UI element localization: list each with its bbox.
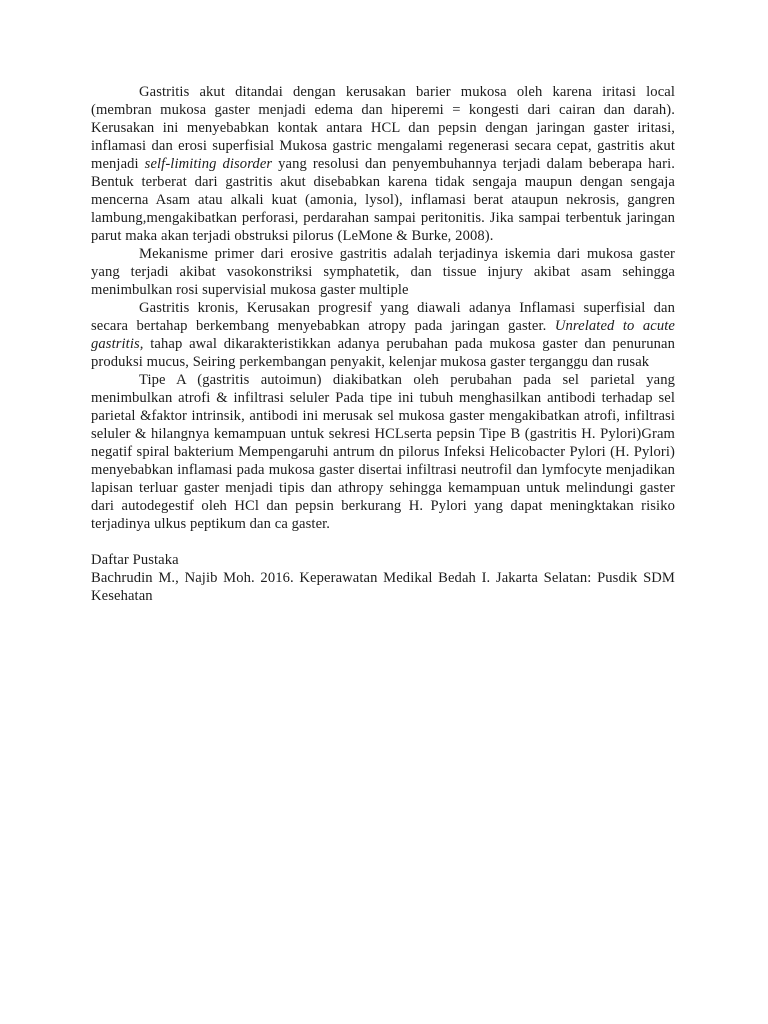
paragraph-text: yang resolusi dan penyembuhannya terjadi dalam beberapa hari. Bentuk terberat dari gastritis akut disebabkan karena tidak sengaja maupun dengan sengaja mencerna Asam atau alkali kuat (amonia, lysol), inflamasi berat ataupun nekrosis, gangren lambung,mengakibatkan perforasi, perdarahan sampai peritonitis. Jika sampai terbentuk jaringan parut maka akan terjadi obstruksi pilorus (LeMone & Burke, 2008). xyxy=(91,156,675,244)
document-page xyxy=(91,83,675,605)
paragraph-gastritis-kronis xyxy=(91,299,675,371)
paragraph-text: Mekanisme primer dari erosive gastritis adalah terjadinya iskemia dari mukosa gaster yang terjadi akibat vasokonstriksi symphatetik, dan tissue injury akibat asam sehingga menimbulkan rosi supervisial mukosa gaster multiple xyxy=(91,246,675,298)
italic-term: self-limiting disorder xyxy=(144,156,273,172)
paragraph-text: Tipe A (gastritis autoimun) diakibatkan oleh perubahan pada sel parietal yang menimbulkan atrofi & infiltrasi seluler Pada tipe ini tubuh menghasilkan antibodi terhadap sel parietal &faktor intrinsik, antibodi ini merusak sel mukosa gaster mengakibatkan atrofi, infiltrasi seluler & hilangnya kemampuan untuk sekresi HCLserta pepsin Tipe B (gastritis H. Pylori)Gram negatif spiral bakterium Mempengaruhi antrum dn pilorus Infeksi Helicobacter Pylori (H. Pylori) menyebabkan inflamasi pada mukosa gaster disertai infiltrasi neutrofil dan lymfocyte menjadikan lapisan terluar gaster menjadi tipis dan athropy sehingga kemampuan untuk melindungi gaster dari autodegestif oleh HCl dan pepsin berkurang H. Pylori yang dapat meningktakan risiko terjadinya ulkus peptikum dan ca gaster. xyxy=(91,372,675,532)
reference-item: Bachrudin M., Najib Moh. 2016. Keperawatan Medikal Bedah I. Jakarta Selatan: Pusdik SDM Kesehatan xyxy=(91,570,675,604)
italic-term: Unrelated to acute gastritis, xyxy=(91,318,675,352)
paragraph-text: tahap awal dikarakteristikkan adanya perubahan pada mukosa gaster dan penurunan produksi mucus, Seiring perkembangan penyakit, kelenjar mukosa gaster terganggu dan rusak xyxy=(91,336,675,370)
references-heading: Daftar Pustaka xyxy=(91,552,179,568)
paragraph-gastritis-akut xyxy=(91,83,675,245)
section-spacer xyxy=(91,533,675,551)
paragraph-tipe-a-b xyxy=(91,371,675,533)
paragraph-mekanisme xyxy=(91,245,675,299)
paragraph-text: Gastritis akut ditandai dengan kerusakan barier mukosa oleh karena iritasi local (membran mukosa gaster menjadi edema dan hiperemi = kongesti dari cairan dan darah). Kerusakan ini menyebabkan kontak antara HCL dan pepsin dengan jaringan gaster iritasi, inflamasi dan erosi superfisial Mukosa gastric mengalami regenerasi secara cepat, gastritis akut menjadi xyxy=(91,84,675,172)
paragraph-text: Gastritis kronis, Kerusakan progresif yang diawali adanya Inflamasi superfisial dan secara bertahap berkembang menyebabkan atropy pada jaringan gaster. xyxy=(91,300,675,334)
